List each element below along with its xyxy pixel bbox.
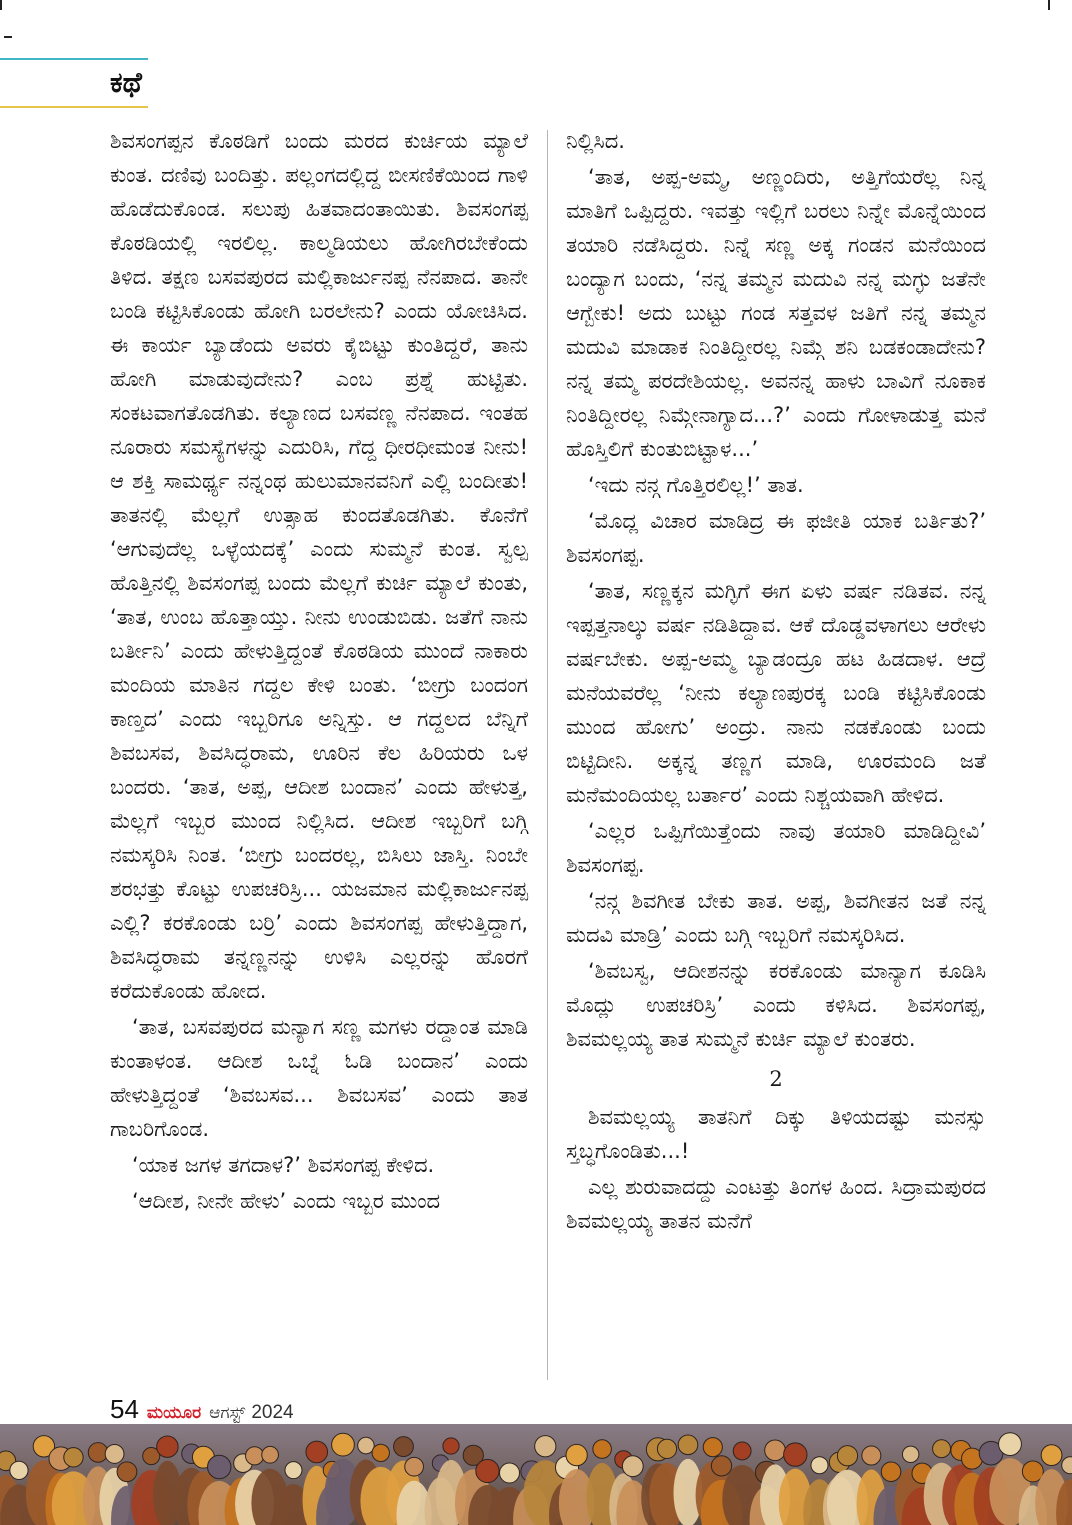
crowd-figure-head: [711, 1456, 731, 1476]
crowd-figure-head: [703, 1438, 722, 1457]
paragraph: ‘ತಾತ, ಸಣ್ಣಕ್ಕನ ಮಗ್ಳಿಗೆ ಈಗ ಏಳು ವರ್ಷ ನಡಿತವ. ನನ್ನ ಇಪ್ಪತ್ತನಾಲ್ಕು ವರ್ಷ ನಡಿತಿದ್ದಾವ. ಆಕೆ ದೊಡ್ಡವಳಾಗಲು ಆರೇಳು ವರ್ಷಬೇಕು. ಅಪ್ಪ-ಅಮ್ಮ ಬ್ಯಾಡಂದ್ರೂ ಹಟ ಹಿಡದಾಳ. ಆದ್ರೆ ಮನೆಯವರೆಲ್ಲ ‘ನೀನು ಕಲ್ಯಾಣಪುರಕ್ಕ ಬಂಡಿ ಕಟ್ಟಿಸಿಕೊಂಡು ಮುಂದ ಹೋಗು’ ಅಂದ್ರು. ನಾನು ನಡಕೊಂಡು ಬಂದು ಬಿಟ್ಟಿದೀನಿ. ಅಕ್ಕನ್ನ ತಣ್ಣಗ ಮಾಡಿ, ಊರಮಂದಿ ಜತೆ ಮನೆಮಂದಿಯಲ್ಲ ಬರ್ತಾರ’ ಎಂದು ನಿಶ್ಚಯವಾಗಿ ಹೇಳಿದ.: [566, 579, 986, 807]
crowd-figure-head: [593, 1440, 612, 1459]
decorative-illustration-strip: [0, 1424, 1072, 1525]
crowd-figure-head: [246, 1447, 264, 1465]
paragraph: ‘ಇದು ನನ್ಗ ಗೊತ್ತಿರಲಿಲ್ಲ!’ ತಾತ.: [588, 473, 804, 497]
paragraph: ‘ಎಲ್ಲರ ಒಪ್ಪಿಗೆಯಿತ್ತೆಂದು ನಾವು ತಯಾರಿ ಮಾಡಿದ್ದೀವಿ’ ಶಿವಸಂಗಪ್ಪ.: [566, 819, 986, 877]
issue-month: ಆಗಸ್ಟ್: [209, 1403, 246, 1423]
section-header: [0, 58, 152, 108]
paragraph: ‘ಮೊದ್ಲ ವಿಚಾರ ಮಾಡಿದ್ರ ಈ ಫಜೀತಿ ಯಾಕ ಬರ್ತಿತು?’ ಶಿವಸಂಗಪ್ಪ.: [566, 509, 986, 567]
crowd-figure-head: [372, 1444, 389, 1461]
paragraph: ನಿಲ್ಲಿಸಿದ.: [566, 129, 625, 153]
crowd-painting-illustration: [0, 1424, 1072, 1525]
paragraph: ಎಲ್ಲ ಶುರುವಾದದ್ದು ಎಂಟತ್ತು ತಿಂಗಳ ಹಿಂದ. ಸಿದ್ರಾಮಪುರದ ಶಿವಮಲ್ಲಯ್ಯ ತಾತನ ಮನೆಗೆ: [566, 1175, 986, 1233]
crowd-figure-head: [208, 1455, 231, 1478]
paragraph: ‘ತಾತ, ಅಪ್ಪ-ಅಮ್ಮ, ಅಣ್ಣಂದಿರು, ಅತ್ತಿಗೆಯರೆಲ್ಲ ನಿನ್ನ ಮಾತಿಗೆ ಒಪ್ಪಿದ್ದರು. ಇವತ್ತು ಇಲ್ಲಿಗೆ ಬರಲು ನಿನ್ನೇ ಮೊನ್ನೆಯಿಂದ ತಯಾರಿ ನಡೆಸಿದ್ದರು. ನಿನ್ನೆ ಸಣ್ಣ ಅಕ್ಕ ಗಂಡನ ಮನೆಯಿಂದ ಬಂದ್ಯಾಗ ಬಂದು, ‘ನನ್ನ ತಮ್ಮನ ಮದುವಿ ನನ್ನ ಮಗ್ಳು ಜತೆನೇ ಆಗ್ಬೇಕು! ಅದು ಬುಟ್ಟು ಗಂಡ ಸತ್ತವಳ ಜತಿಗೆ ನನ್ನ ತಮ್ಮನ ಮದುವಿ ಮಾಡಾಕ ನಿಂತಿದ್ದೀರಲ್ಲ ನಿಮ್ಗೆ ಶನಿ ಬಡಕಂಡಾದೇನು? ನನ್ನ ತಮ್ಮ ಪರದೇಶಿಯಲ್ಲ. ಅವನನ್ನ ಹಾಳು ಬಾವಿಗೆ ನೂಕಾಕ ನಿಂತಿದ್ದೀರಲ್ಲ ನಿಮ್ಗೇನಾಗ್ಯಾದ...?’ ಎಂದು ಗೋಳಾಡುತ್ತ ಮನೆ ಹೊಸ್ತಿಲಿಗೆ ಕುಂತುಬಿಟ್ಟಾಳ...’: [566, 165, 986, 461]
magazine-logo: ಮಯೂರ: [146, 1403, 202, 1423]
column-divider: [547, 130, 548, 1380]
crowd-figure-head: [622, 1456, 643, 1477]
page-number: 54: [110, 1394, 139, 1424]
crowd-figure-head: [566, 1444, 587, 1465]
crowd-figure-head: [332, 1433, 355, 1456]
crop-mark: [4, 36, 12, 38]
issue-year: 2024: [251, 1402, 294, 1423]
crowd-figure-head: [765, 1440, 786, 1461]
crowd-figure-head: [657, 1439, 676, 1458]
header-rule-yellow: [0, 106, 148, 108]
crop-mark: [1048, 0, 1050, 10]
crowd-figure-head: [358, 1437, 375, 1454]
crowd-figure-head: [1041, 1445, 1062, 1466]
crowd-figure-head: [902, 1446, 918, 1462]
article-column-right: [566, 124, 986, 1374]
crowd-figure-head: [285, 1462, 302, 1479]
crowd-figure-head: [394, 1437, 414, 1457]
paragraph: ‘ಆದೀಶ, ನೀನೇ ಹೇಳು’ ಎಂದು ಇಬ್ಬರ ಮುಂದ: [132, 1189, 441, 1213]
crowd-figure-head: [306, 1441, 328, 1463]
crowd-figure-head: [811, 1457, 828, 1474]
paragraph: ‘ಯಾಕ ಜಗಳ ತಗದಾಳ?’ ಶಿವಸಂಗಪ್ಪ ಕೇಳಿದ.: [132, 1153, 435, 1177]
paragraph: ‘ಶಿವಬಸ್ವ, ಆದೀಶನನ್ನು ಕರಕೊಂಡು ಮಾನ್ಯಾಗ ಕೂಡಿಸಿ ಮೊದ್ಲು ಉಪಚರಿಸ್ರಿ’ ಎಂದು ಕಳಿಸಿದ. ಶಿವಸಂಗಪ್ಪ, ಶಿವಮಲ್ಲಯ್ಯ ತಾತ ಸುಮ್ಮನೆ ಕುರ್ಚಿ ಮ್ಯಾಲೆ ಕುಂತರು.: [566, 959, 986, 1051]
paragraph: ಶಿವಸಂಗಪ್ಪನ ಕೊಠಡಿಗೆ ಬಂದು ಮರದ ಕುರ್ಚಿಯ ಮ್ಯಾಲೆ ಕುಂತ. ದಣಿವು ಬಂದಿತ್ತು. ಪಲ್ಲಂಗದಲ್ಲಿದ್ದ ಬೀಸಣಿಕೆಯಿಂದ ಗಾಳಿ ಹೊಡೆದುಕೊಂಡ. ಸಲುಪು ಹಿತವಾದಂತಾಯಿತು. ಶಿವಸಂಗಪ್ಪ ಕೊಠಡಿಯಲ್ಲಿ ಇರಲಿಲ್ಲ. ಕಾಲ್ಮಡಿಯಲು ಹೋಗಿರಬೇಕೆಂದು ತಿಳಿದ. ತಕ್ಷಣ ಬಸವಪುರದ ಮಲ್ಲಿಕಾರ್ಜುನಪ್ಪ ನೆನಪಾದ. ತಾನೇ ಬಂಡಿ ಕಟ್ಟಿಸಿಕೊಂಡು ಹೋಗಿ ಬರಲೇನು? ಎಂದು ಯೋಚಿಸಿದ. ಈ ಕಾರ್ಯ ಬ್ಯಾಡೆಂದು ಅವರು ಕೈಬಿಟ್ಟು ಕುಂತಿದ್ದರೆ, ತಾನು ಹೋಗಿ ಮಾಡುವುದೇನು? ಎಂಬ ಪ್ರಶ್ನೆ ಹುಟ್ಟಿತು. ಸಂಕಟವಾಗತೊಡಗಿತು. ಕಲ್ಯಾಣದ ಬಸವಣ್ಣ ನೆನಪಾದ. ಇಂತಹ ನೂರಾರು ಸಮಸ್ಯೆಗಳನ್ನು ಎದುರಿಸಿ, ಗೆದ್ದ ಧೀರಧೀಮಂತ ನೀನು! ಆ ಶಕ್ತಿ ಸಾಮರ್ಥ್ಯ ನನ್ನಂಥ ಹುಲುಮಾನವನಿಗೆ ಎಲ್ಲಿ ಬಂದೀತು! ತಾತನಲ್ಲಿ ಮೆಲ್ಲಗೆ ಉತ್ಸಾಹ ಕುಂದತೊಡಗಿತು. ಕೊನೆಗೆ ‘ಆಗುವುದೆಲ್ಲ ಒಳ್ಳೆಯದಕ್ಕೆ’ ಎಂದು ಸುಮ್ಮನೆ ಕುಂತ. ಸ್ವಲ್ಪ ಹೊತ್ತಿನಲ್ಲಿ ಶಿವಸಂಗಪ್ಪ ಬಂದು ಮೆಲ್ಲಗೆ ಕುರ್ಚಿ ಮ್ಯಾಲೆ ಕುಂತು, ‘ತಾತ, ಉಂಬ ಹೊತ್ತಾಯ್ತು. ನೀನು ಉಂಡುಬಿಡು. ಜತೆಗೆ ನಾನು ಬರ್ತೀನಿ’ ಎಂದು ಹೇಳುತ್ತಿದ್ದಂತೆ ಕೊಠಡಿಯ ಮುಂದೆ ನಾಕಾರು ಮಂದಿಯ ಮಾತಿನ ಗದ್ದಲ ಕೇಳಿ ಬಂತು. ‘ಬೀಗ್ರು ಬಂದಂಗ ಕಾಣ್ತದ’ ಎಂದು ಇಬ್ಬರಿಗೂ ಅನ್ನಿಸ್ತು. ಆ ಗದ್ದಲದ ಬೆನ್ನಿಗೆ ಶಿವಬಸವ, ಶಿವಸಿದ್ಧರಾಮ, ಊರಿನ ಕೆಲ ಹಿರಿಯರು ಒಳ ಬಂದರು. ‘ತಾತ, ಅಪ್ಪ, ಆದೀಶ ಬಂದಾನ’ ಎಂದು ಹೇಳುತ್ತ, ಮೆಲ್ಲಗೆ ಇಬ್ಬರ ಮುಂದ ನಿಲ್ಲಿಸಿದ. ಆದೀಶ ಇಬ್ಬರಿಗೆ ಬಗ್ಗಿ ನಮಸ್ಕರಿಸಿ ನಿಂತ. ‘ಬೀಗ್ರು ಬಂದರಲ್ಲ, ಬಿಸಿಲು ಜಾಸ್ತಿ. ನಿಂಬೇ ಶರಭತ್ತು ಕೊಟ್ಟು ಉಪಚರಿಸ್ರಿ... ಯಜಮಾನ ಮಲ್ಲಿಕಾರ್ಜುನಪ್ಪ ಎಲ್ಲಿ? ಕರಕೊಂಡು ಬರ್ರಿ’ ಎಂದು ಶಿವಸಂಗಪ್ಪ ಹೇಳುತ್ತಿದ್ದಾಗ, ಶಿವಸಿದ್ಧರಾಮ ತನ್ನಣ್ಣನನ್ನು ಉಳಿಸಿ ಎಲ್ಲರನ್ನು ಹೊರಗೆ ಕರೆದುಕೊಂಡು ಹೋದ.: [110, 129, 528, 1003]
crowd-figure-head: [10, 1461, 28, 1479]
paragraph: ಶಿವಮಲ್ಲಯ್ಯ ತಾತನಿಗೆ ದಿಕ್ಕು ತಿಳಿಯದಷ್ಟು ಮನಸ್ಸು ಸ್ತಬ್ಧಗೊಂಡಿತು...!: [566, 1105, 986, 1163]
paragraph: ‘ತಾತ, ಬಸವಪುರದ ಮನ್ಯಾಗ ಸಣ್ಣ ಮಗಳು ರದ್ದಾಂತ ಮಾಡಿ ಕುಂತಾಳಂತ. ಆದೀಶ ಒಬ್ನೆ ಓಡಿ ಬಂದಾನ’ ಎಂದು ಹೇಳುತ್ತಿದ್ದಂತೆ ‘ಶಿವಬಸವ... ಶಿವಬಸವ’ ಎಂದು ತಾತ ಗಾಬರಿಗೊಂಡ.: [110, 1015, 528, 1141]
crowd-figure-head: [784, 1443, 807, 1466]
crowd-figure-head: [881, 1462, 901, 1482]
crowd-figure-head: [105, 1445, 124, 1464]
crowd-figure-head: [500, 1463, 520, 1483]
page-footer: [110, 1394, 294, 1428]
section-number: 2: [769, 1067, 783, 1091]
section-title: ಕಥೆ: [110, 66, 142, 99]
crowd-figure-head: [678, 1435, 698, 1455]
paragraph: ‘ನನ್ಗ ಶಿವಗೀತ ಬೇಕು ತಾತ. ಅಪ್ಪ, ಶಿವಗೀತನ ಜತೆ ನನ್ನ ಮದವಿ ಮಾಡ್ರಿ’ ಎಂದು ಬಗ್ಗಿ ಇಬ್ಬರಿಗೆ ನಮಸ್ಕರಿಸಿದ.: [566, 889, 986, 947]
crowd-figure-head: [443, 1438, 459, 1454]
crowd-figure-head: [999, 1433, 1022, 1456]
crowd-figure-head: [117, 1462, 137, 1482]
crowd-figure-head: [476, 1459, 499, 1482]
crowd-figure-head: [64, 1448, 83, 1467]
crowd-figure-head: [733, 1442, 751, 1460]
crowd-figure-head: [862, 1446, 881, 1465]
article-column-left: [110, 124, 528, 1374]
crowd-figure-head: [837, 1446, 857, 1466]
crowd-figure-head: [933, 1440, 951, 1458]
crowd-figure-head: [405, 1457, 424, 1476]
header-rule-teal: [0, 58, 148, 60]
crop-mark: [0, 0, 2, 10]
crowd-figure-head: [262, 1446, 279, 1463]
crowd-figure-head: [157, 1436, 178, 1457]
crowd-figure-head: [535, 1436, 556, 1457]
